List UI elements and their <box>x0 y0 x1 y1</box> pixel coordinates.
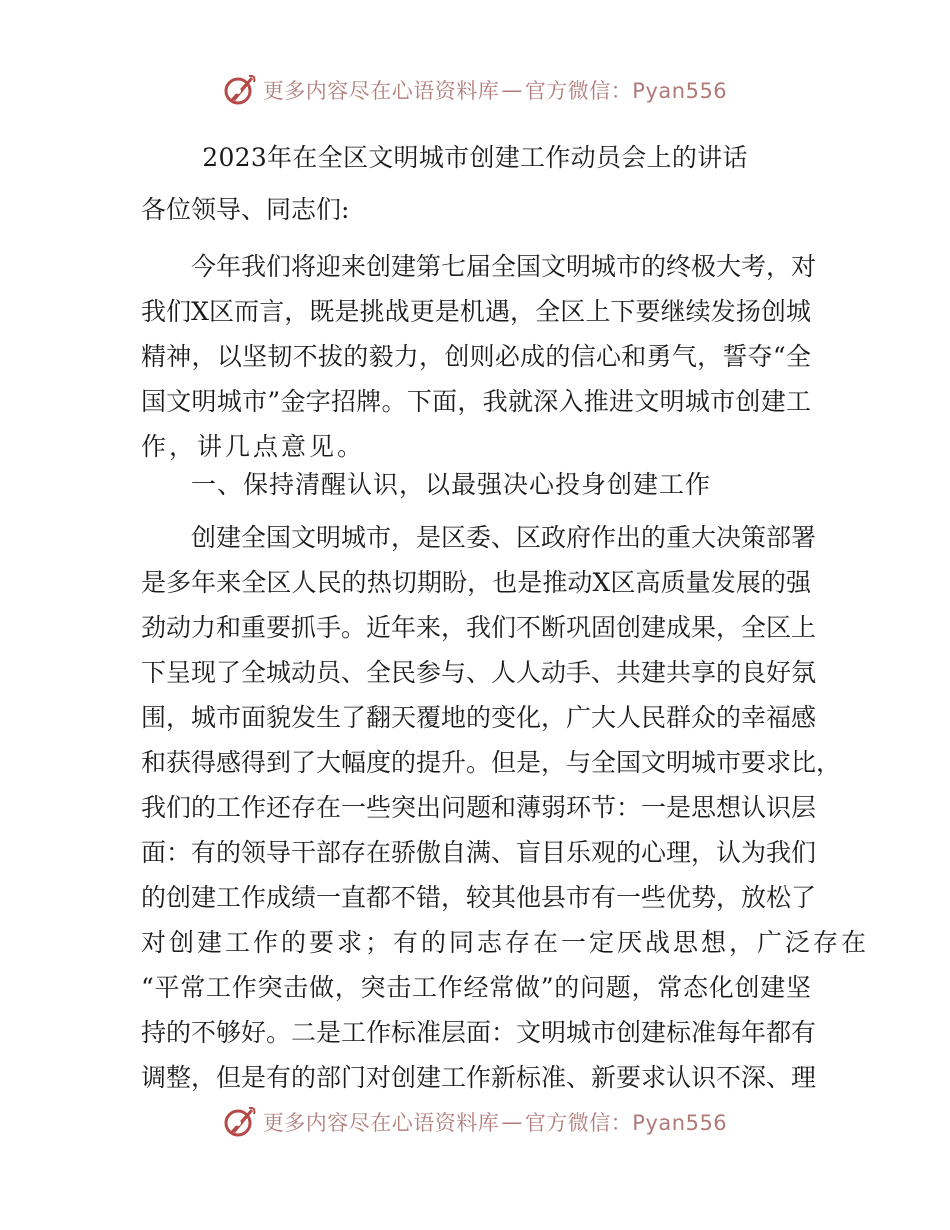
watermark-brand-text: 更多内容尽在心语资料库 <box>262 79 500 103</box>
watermark-separator: — <box>501 1110 523 1134</box>
paragraph-line: 调整，但是有的部门对创建工作新标准、新要求认识不深、理 <box>141 1063 817 1092</box>
watermark-separator: — <box>501 78 523 102</box>
watermark-banner-top <box>0 70 950 110</box>
paragraph-line: 和获得感得到了大幅度的提升。但是，与全国文明城市要求比， <box>141 748 842 777</box>
paragraph-line: 作，讲几点意见。 <box>141 432 366 461</box>
salutation: 各位领导、同志们: <box>141 195 350 224</box>
paragraph-line: 的创建工作成绩一直都不错，较其他县市有一些优势，放松了 <box>141 883 817 912</box>
paragraph-line: 下呈现了全城动员、全民参与、人人动手、共建共享的良好氛 <box>141 658 817 687</box>
document-title: 2023年在全区文明城市创建工作动员会上的讲话 <box>202 143 748 172</box>
watermark-banner-bottom <box>0 1102 950 1142</box>
paragraph-line: 我们的工作还存在一些突出问题和薄弱环节：一是思想认识层 <box>141 793 817 822</box>
watermark-contact-text: 官方微信：Pyan556 <box>524 1111 728 1135</box>
paragraph-line: 我们X区而言，既是挑战更是机遇，全区上下要继续发扬创城 <box>141 297 811 326</box>
watermark-brand-text: 更多内容尽在心语资料库 <box>262 1111 500 1135</box>
paragraph-1 <box>141 244 817 469</box>
paragraph-line: 是多年来全区人民的热切期盼，也是推动X区高质量发展的强 <box>141 568 811 597</box>
section-heading-1: 一、保持清醒认识，以最强决心投身创建工作 <box>191 470 712 499</box>
paragraph-line: 精神，以坚韧不拔的毅力，创则必成的信心和勇气，誓夺“全 <box>141 342 811 371</box>
quill-logo-icon <box>223 73 257 107</box>
paragraph-line: 今年我们将迎来创建第七届全国文明城市的终极大考，对 <box>191 252 817 281</box>
paragraph-line: 劲动力和重要抓手。近年来，我们不断巩固创建成果，全区上 <box>141 613 817 642</box>
paragraph-line: 对创建工作的要求；有的同志存在一定厌战思想，广泛存在 <box>141 928 870 957</box>
watermark-contact-text: 官方微信：Pyan556 <box>524 79 728 103</box>
paragraph-line: 面：有的领导干部存在骄傲自满、盲目乐观的心理，认为我们 <box>141 838 817 867</box>
paragraph-line: 持的不够好。二是工作标准层面：文明城市创建标准每年都有 <box>141 1018 817 1047</box>
paragraph-line: 创建全国文明城市，是区委、区政府作出的重大决策部署 <box>191 523 817 552</box>
paragraph-2 <box>141 515 870 1100</box>
paragraph-line: “平常工作突击做，突击工作经常做”的问题，常态化创建坚 <box>141 973 811 1002</box>
paragraph-line: 国文明城市”金字招牌。下面，我就深入推进文明城市创建工 <box>141 387 811 416</box>
paragraph-line: 围，城市面貌发生了翻天覆地的变化，广大人民群众的幸福感 <box>141 703 817 732</box>
quill-logo-icon <box>223 1105 257 1139</box>
